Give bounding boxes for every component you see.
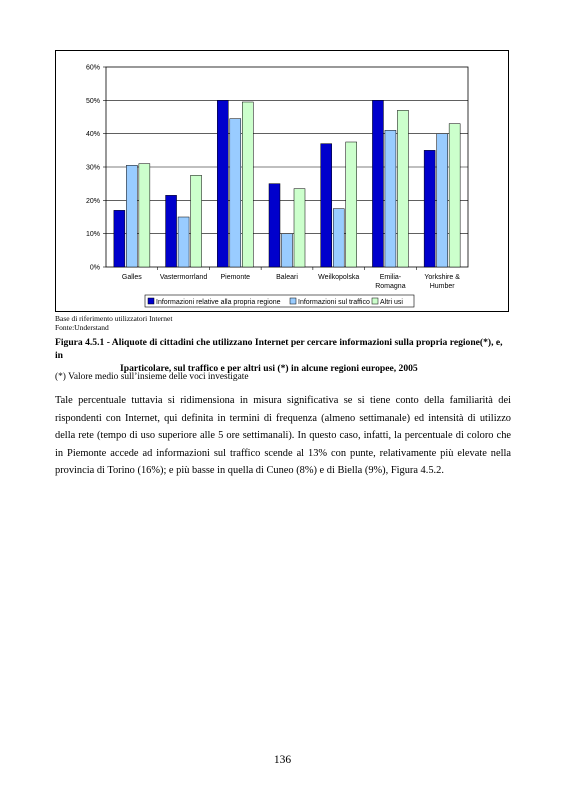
bar-2 <box>282 234 293 267</box>
bar-3 <box>449 124 460 267</box>
bar-3 <box>242 102 253 267</box>
bar-2 <box>230 119 241 267</box>
y-tick-label: 0% <box>89 264 100 272</box>
legend-swatch-2 <box>290 298 296 304</box>
bar-chart <box>56 51 510 313</box>
x-tick-label: Vastermorrland <box>159 274 208 281</box>
figure-caption <box>55 336 511 375</box>
chart-frame <box>55 50 509 312</box>
chart-notes <box>55 314 172 332</box>
bar-1 <box>269 184 280 267</box>
bar-3 <box>139 164 150 267</box>
caption-line-2: Iparticolare, sul traffico e per altri usi (*) in alcune regioni europee, 2005 <box>120 363 418 374</box>
y-tick-label: 60% <box>85 64 100 72</box>
bar-2 <box>126 165 137 267</box>
bar-1 <box>166 195 177 267</box>
source-note: Fonte:Understand <box>55 323 109 332</box>
x-tick-label: Humber <box>429 283 455 290</box>
x-tick-label: Galles <box>121 274 142 281</box>
legend-label-2: Informazioni sul traffico <box>298 298 370 306</box>
bar-1 <box>424 150 435 267</box>
footnote: (*) Valore medio sull’insieme delle voci investigate <box>55 372 249 382</box>
x-tick-label: Emilia- <box>379 274 402 281</box>
legend-swatch-3 <box>372 298 378 304</box>
bar-1 <box>114 210 125 267</box>
caption-line-1: Figura 4.5.1 - Aliquote di cittadini che utilizzano Internet per cercare informazioni sulla propria regione(*), e, in <box>55 337 503 361</box>
bar-1 <box>321 144 332 267</box>
bar-2 <box>178 217 189 267</box>
base-note: Base di riferimento utilizzatori Internet <box>55 314 173 323</box>
x-tick-label: Baleari <box>276 274 298 281</box>
bar-3 <box>397 110 408 267</box>
bar-3 <box>294 189 305 267</box>
x-tick-label: Piemonte <box>220 274 251 281</box>
y-tick-label: 20% <box>85 197 100 205</box>
bar-2 <box>333 209 344 267</box>
bar-2 <box>437 134 448 267</box>
bar-3 <box>191 175 202 267</box>
x-tick-label: Romagna <box>375 283 406 290</box>
bar-1 <box>372 100 383 267</box>
y-tick-label: 40% <box>85 131 100 139</box>
legend-label-3: Altri usi <box>380 298 403 306</box>
x-tick-label: Yorkshire & <box>424 274 460 281</box>
body-paragraph: Tale percentuale tuttavia si ridimensiona in misura significativa se si tiene conto della familiarità dei rispondenti con Internet, qui definita in termini di frequenza (almeno settimanale) ed intensità di utilizzo della rete (tempo di uso superiore alle 5 ore settimanali). In questo caso, infatti, la percentuale di coloro che in Piemonte accede ad informazioni sul traffico scende al 13% con punte, relativamente più elevate nella provincia di Torino (16%); e più basse in quella di Cuneo (8%) e di Biella (9%), Figura 4.5.2. <box>55 395 511 477</box>
legend-swatch-1 <box>148 298 154 304</box>
bar-2 <box>385 130 396 267</box>
y-tick-label: 50% <box>85 97 100 105</box>
y-tick-label: 10% <box>85 231 100 239</box>
x-tick-label: Weilkopolska <box>318 274 360 281</box>
legend-label-1: Informazioni relative alla propria regione <box>156 298 281 306</box>
page-number: 136 <box>273 754 292 766</box>
bar-3 <box>346 142 357 267</box>
y-tick-label: 30% <box>85 164 100 172</box>
bar-1 <box>217 100 228 267</box>
